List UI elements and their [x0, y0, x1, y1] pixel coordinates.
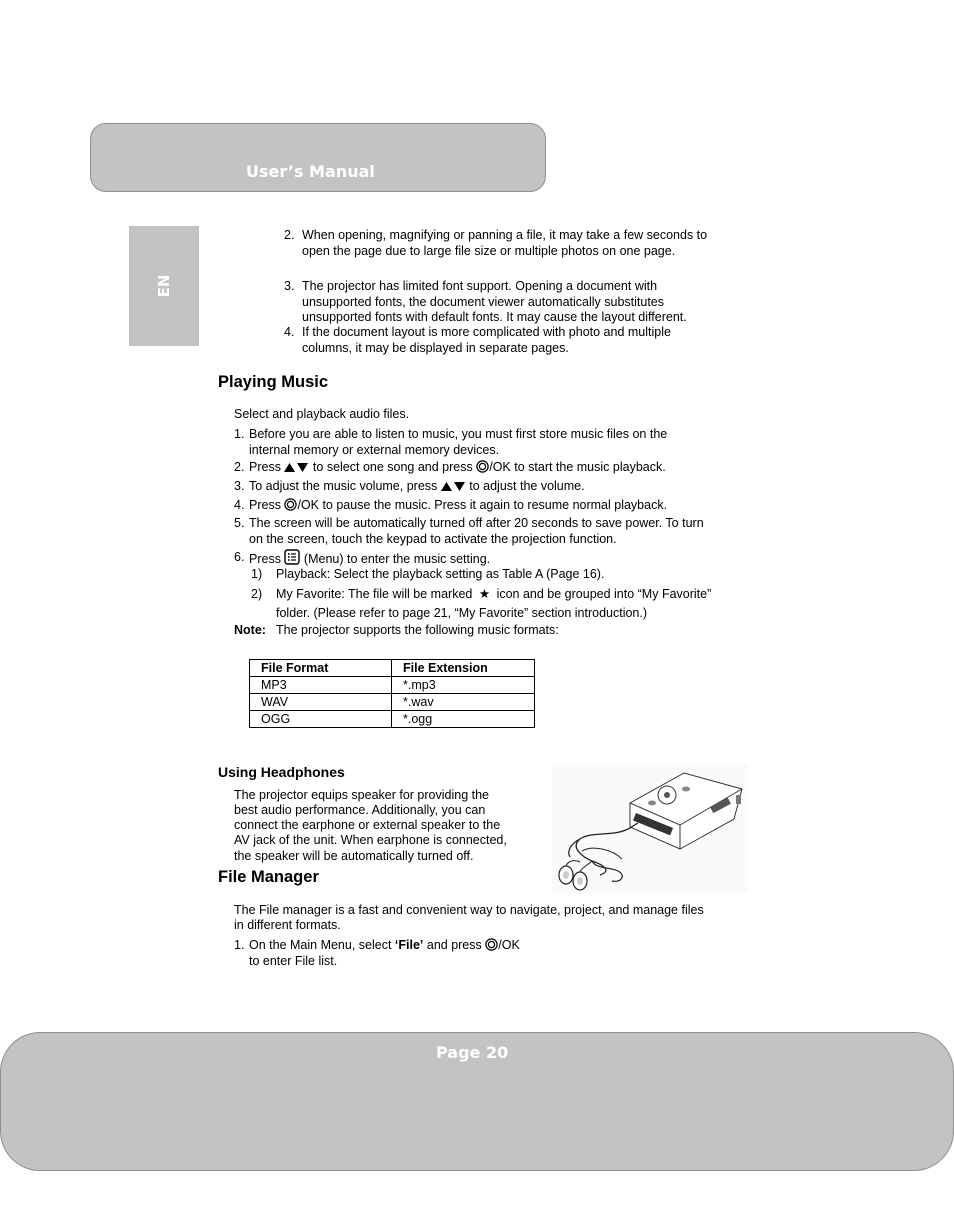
step-text: internal memory or external memory devices.	[249, 443, 500, 457]
step-number: 2.	[234, 460, 245, 474]
file-manager-text: in different formats.	[234, 918, 341, 932]
table-cell: OGG	[250, 711, 392, 728]
note-text: columns, it may be displayed in separate pages.	[302, 341, 569, 355]
table-cell: WAV	[250, 694, 392, 711]
header-tab	[90, 123, 546, 192]
file-manager-text: The File manager is a fast and convenient way to navigate, project, and manage files	[234, 903, 704, 917]
music-intro: Select and playback audio files.	[234, 407, 410, 421]
note-label: Note:	[234, 623, 266, 637]
page-number: Page 20	[436, 1043, 509, 1062]
step-text: To adjust the music volume, press to adjust the volume.	[249, 478, 585, 496]
table-row	[250, 677, 535, 694]
step-text: to enter File list.	[249, 954, 338, 968]
headphones-text: AV jack of the unit. When earphone is connected,	[234, 833, 507, 847]
step-text: Press (Menu) to enter the music setting.	[249, 549, 490, 569]
table-row	[250, 694, 535, 711]
note-text: The projector has limited font support. Opening a document with	[302, 279, 658, 293]
headphones-text: best audio performance. Additionally, you can	[234, 803, 486, 817]
star-icon: ★	[478, 587, 491, 601]
step-number: 1.	[234, 938, 245, 952]
step-number: 1.	[234, 427, 245, 441]
note-number: 2.	[284, 228, 295, 242]
note-number: 3.	[284, 279, 295, 293]
step-text: On the Main Menu, select ‘File’ and press /OK	[249, 937, 520, 955]
table-row	[250, 711, 535, 728]
section-title-playing-music: Playing Music	[218, 373, 329, 391]
table-cell: *.mp3	[392, 677, 535, 694]
table-header-row	[250, 660, 535, 677]
ok-button-icon	[476, 460, 489, 477]
headphones-text: The projector equips speaker for providing the	[234, 788, 490, 802]
step-number: 5.	[234, 516, 245, 530]
note-text: The projector supports the following music formats:	[276, 623, 559, 637]
note-number: 4.	[284, 325, 295, 339]
note-text: unsupported fonts with default fonts. It may cause the layout different.	[302, 310, 687, 324]
step-text: The screen will be automatically turned off after 20 seconds to save power. To turn	[249, 516, 704, 530]
ok-button-icon	[485, 938, 498, 955]
step-number: 3.	[234, 479, 245, 493]
table-header-cell: File Extension	[392, 660, 535, 677]
substep-text: Playback: Select the playback setting as Table A (Page 16).	[276, 567, 605, 581]
ok-button-icon	[284, 498, 297, 515]
language-label: EN	[155, 274, 173, 298]
table-cell: MP3	[250, 677, 392, 694]
up-down-arrows-icon	[441, 480, 466, 496]
step-number: 4.	[234, 498, 245, 512]
note-text: unsupported fonts, the document viewer automatically substitutes	[302, 295, 665, 309]
projector-earphone-illustration	[552, 765, 748, 893]
manual-title: User’s Manual	[246, 162, 375, 181]
up-down-arrows-icon	[284, 461, 309, 477]
note-text: When opening, magnifying or panning a file, it may take a few seconds to	[302, 228, 708, 242]
step-text: Press /OK to pause the music. Press it again to resume normal playback.	[249, 497, 667, 515]
table-cell: *.wav	[392, 694, 535, 711]
substep-text: My Favorite: The file will be marked ★ icon and be grouped into “My Favorite”	[276, 587, 712, 601]
table-cell: *.ogg	[392, 711, 535, 728]
step-text: Before you are able to listen to music, you must first store music files on the	[249, 427, 668, 441]
section-title-file-manager: File Manager	[218, 868, 319, 886]
headphones-text: connect the earphone or external speaker to the	[234, 818, 501, 832]
substep-number: 1)	[251, 567, 263, 581]
step-text: Press to select one song and press /OK to start the music playback.	[249, 459, 666, 477]
substep-number: 2)	[251, 587, 263, 601]
music-format-table	[249, 659, 535, 728]
step-text: on the screen, touch the keypad to activate the projection function.	[249, 532, 617, 546]
note-text: open the page due to large file size or multiple photos on one page.	[302, 244, 676, 258]
headphones-text: the speaker will be automatically turned off.	[234, 849, 474, 863]
section-title-using-headphones: Using Headphones	[218, 764, 345, 780]
footer-bar	[0, 1032, 954, 1171]
substep-text: folder. (Please refer to page 21, “My Favorite” section introduction.)	[276, 606, 648, 620]
table-header-cell: File Format	[250, 660, 392, 677]
step-number: 6.	[234, 550, 245, 564]
language-tab	[129, 226, 199, 346]
note-text: If the document layout is more complicated with photo and multiple	[302, 325, 671, 339]
